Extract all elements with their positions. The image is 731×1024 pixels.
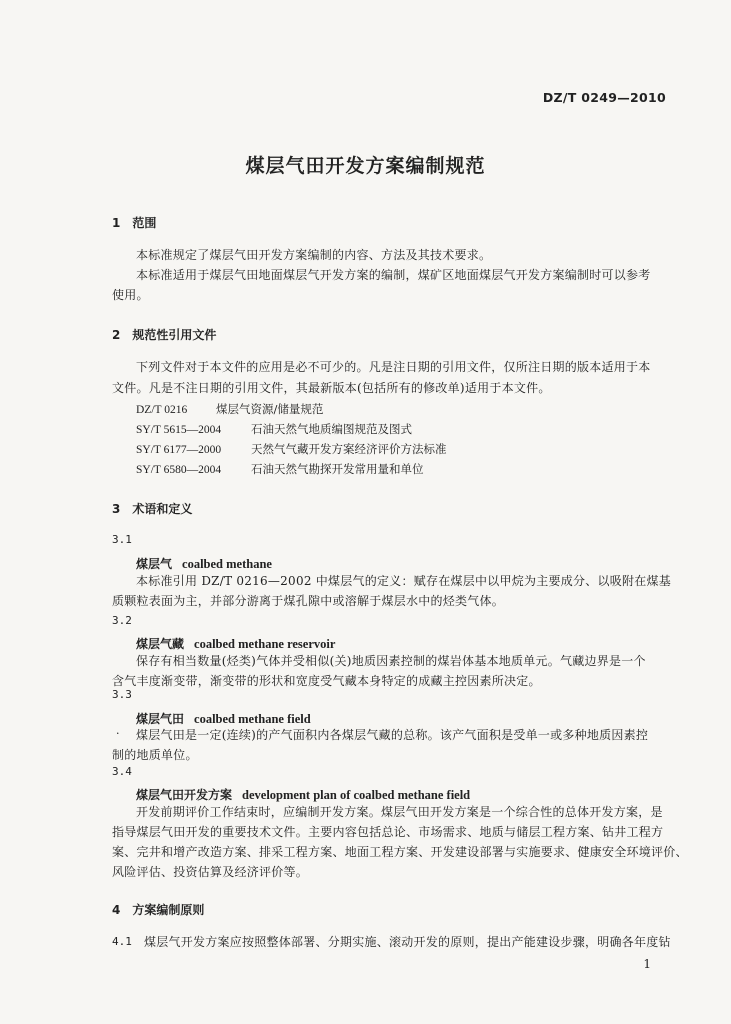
term-3-3-heading — [136, 708, 311, 727]
term-3-4-heading — [136, 784, 470, 803]
term-3-4-definition-line-3: 案、完井和增产改造方案、排采工程方案、地面工程方案、开发建设部署与实施要求、健康安全环境评价、 — [112, 845, 688, 859]
term-name: 煤层气 — [136, 557, 173, 571]
term-3-3-number: 3.3 — [112, 688, 132, 701]
term-3-1-definition-line-2: 质颗粒表面为主，并部分游离于煤孔隙中或溶解于煤层水中的烃类气体。 — [112, 594, 505, 608]
term-3-2-definition-line-2: 含气丰度渐变带，渐变带的形状和宽度受气藏本身特定的成藏主控因素所决定。 — [112, 674, 541, 688]
reference-item — [136, 461, 424, 477]
reference-code: SY/T 5615—2004 — [136, 424, 222, 436]
section-1-para-2-line-1: 本标准适用于煤层气田地面煤层气开发方案的编制，煤矿区地面煤层气开发方案编制时可以参考 — [136, 268, 651, 282]
term-3-1-definition-line-1: 本标准引用 DZ/T 0216—2002 中煤层气的定义：赋存在煤层中以甲烷为主要成分、以吸附在煤基 — [136, 574, 672, 588]
reference-title: 煤层气资源/储量规范 — [216, 402, 324, 416]
reference-code: SY/T 6177—2000 — [136, 444, 222, 456]
reference-item — [136, 401, 323, 417]
term-3-2-number: 3.2 — [112, 614, 132, 627]
section-1-heading: 1 范围 — [112, 216, 157, 230]
standard-code: DZ/T 0249—2010 — [542, 90, 666, 105]
reference-title: 石油天然气地质编图规范及图式 — [251, 422, 412, 436]
term-3-4-definition-line-1: 开发前期评价工作结束时，应编制开发方案。煤层气田开发方案是一个综合性的总体开发方案，是 — [136, 805, 663, 819]
section-1-para-1: 本标准规定了煤层气田开发方案编制的内容、方法及其技术要求。 — [136, 248, 492, 262]
term-name: 煤层气藏 — [136, 637, 185, 651]
reference-item — [136, 421, 412, 437]
clause-4-1-number: 4.1 — [112, 935, 132, 948]
term-3-2-definition-line-1: 保存有相当数量(烃类)气体并受相似(关)地质因素控制的煤岩体基本地质单元。气藏边界是一个 — [136, 654, 646, 668]
term-3-3-definition-line-2: 制的地质单位。 — [112, 748, 198, 762]
term-3-4-definition-line-2: 指导煤层气田开发的重要技术文件。主要内容包括总论、市场需求、地质与储层工程方案、钻井工程方 — [112, 825, 664, 839]
reference-code: SY/T 6580—2004 — [136, 464, 222, 476]
term-3-1-number: 3.1 — [112, 533, 132, 546]
section-4-heading: 4 方案编制原则 — [112, 903, 205, 917]
term-name: 煤层气田 — [136, 712, 185, 726]
term-3-4-number: 3.4 — [112, 765, 132, 778]
term-3-4-definition-line-4: 风险评估、投资估算及经济评价等。 — [112, 865, 309, 879]
term-name: 煤层气田开发方案 — [136, 788, 233, 802]
section-2-heading: 2 规范性引用文件 — [112, 328, 217, 342]
page-number: 1 — [643, 957, 651, 971]
term-name-en: development plan of coalbed methane field — [242, 788, 471, 802]
reference-title: 石油天然气勘探开发常用量和单位 — [251, 462, 424, 476]
clause-4-1-text-line-1: 煤层气开发方案应按照整体部署、分期实施、滚动开发的原则，提出产能建设步骤，明确各年度钻 — [144, 935, 671, 949]
term-name-en: coalbed methane — [182, 557, 272, 571]
document-title: 煤层气田开发方案编制规范 — [245, 155, 486, 177]
reference-title: 天然气气藏开发方案经济评价方法标准 — [251, 442, 447, 456]
term-3-2-heading — [136, 633, 335, 652]
term-3-3-definition-line-1: 煤层气田是一定(连续)的产气面积内各煤层气藏的总称。该产气面积是受单一或多种地质因素控 — [136, 728, 649, 742]
margin-mark: · — [116, 727, 120, 740]
section-1-para-2-line-2: 使用。 — [112, 288, 149, 302]
reference-code: DZ/T 0216 — [136, 404, 188, 416]
section-3-heading: 3 术语和定义 — [112, 502, 193, 516]
term-name-en: coalbed methane reservoir — [194, 637, 336, 651]
term-3-1-heading — [136, 553, 272, 572]
section-2-para-line-1: 下列文件对于本文件的应用是必不可少的。凡是注日期的引用文件，仅所注日期的版本适用于本 — [136, 360, 651, 374]
reference-item — [136, 441, 447, 457]
section-2-para-line-2: 文件。凡是不注日期的引用文件，其最新版本(包括所有的修改单)适用于本文件。 — [112, 381, 551, 395]
term-name-en: coalbed methane field — [194, 712, 311, 726]
